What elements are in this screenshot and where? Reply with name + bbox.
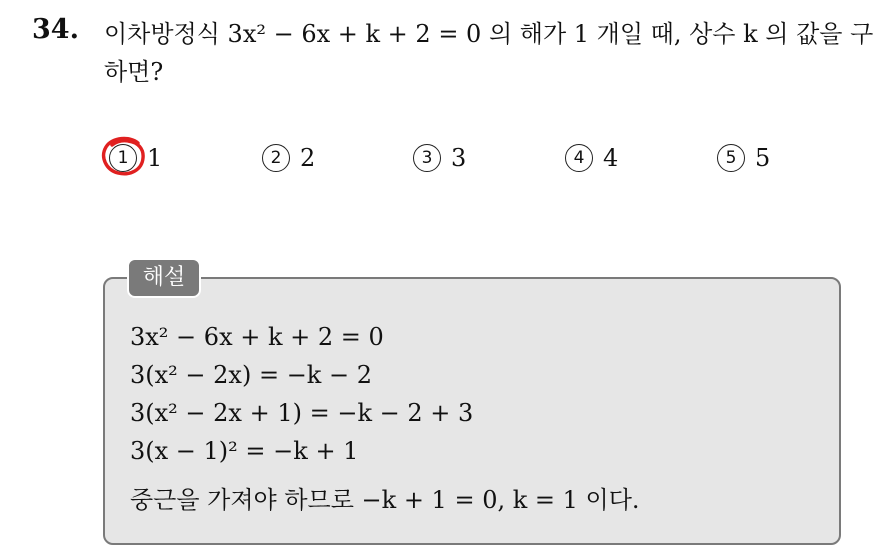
question-text: 이차방정식 3x² − 6x + k + 2 = 0 의 해가 1 개일 때, 상수 k 의 값을 구하면? <box>104 20 874 86</box>
choice-4-number: 4 <box>565 144 593 172</box>
choice-5-number: 5 <box>717 144 745 172</box>
explanation-conclusion: 중근을 가져야 하므로 −k + 1 = 0, k = 1 이다. <box>130 486 640 514</box>
problem-number: 34. <box>32 14 79 45</box>
choice-3-value: 3 <box>451 144 467 172</box>
choice-1-number: 1 <box>109 144 137 172</box>
choice-4[interactable] <box>565 138 618 178</box>
explanation-content <box>130 318 830 520</box>
choice-2-value: 2 <box>300 144 316 172</box>
choice-3[interactable] <box>413 138 466 178</box>
choice-5[interactable] <box>717 138 770 178</box>
answer-circle-mark <box>100 134 150 178</box>
choice-2[interactable] <box>262 138 315 178</box>
explanation-line-2: 3(x² − 2x) = −k − 2 <box>130 361 372 389</box>
choice-5-value: 5 <box>755 144 771 172</box>
answer-circle-stroke <box>104 138 143 173</box>
choice-3-number: 3 <box>413 144 441 172</box>
choice-4-value: 4 <box>603 144 619 172</box>
explanation-line-4: 3(x − 1)² = −k + 1 <box>130 437 359 465</box>
explanation-line-1: 3x² − 6x + k + 2 = 0 <box>130 323 384 351</box>
choice-1-value: 1 <box>147 144 163 172</box>
choice-2-number: 2 <box>262 144 290 172</box>
explanation-tab-label: 해설 <box>127 258 201 298</box>
explanation-line-3: 3(x² − 2x + 1) = −k − 2 + 3 <box>130 399 474 427</box>
